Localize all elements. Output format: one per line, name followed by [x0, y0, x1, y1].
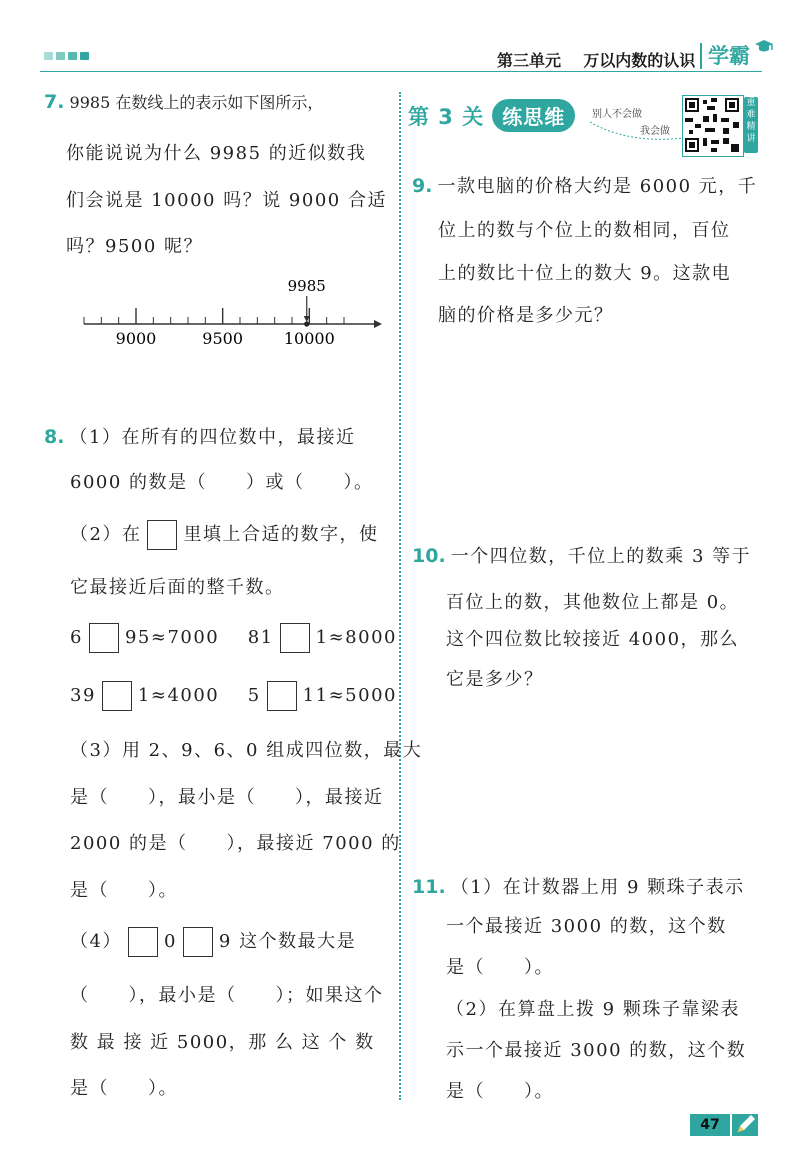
tick-label: 10000	[283, 329, 335, 348]
question-text: 脑的价格是多少元？	[438, 305, 614, 326]
header-square	[44, 52, 53, 60]
question-text: 9985 在数线上的表示如下图所示，	[69, 93, 324, 112]
question-text: 0	[163, 931, 177, 952]
question-text: （1）在计数器上用 9 颗珠子表示	[450, 877, 745, 898]
header-square	[80, 52, 89, 60]
question-text: 它是多少？	[446, 669, 544, 690]
answer-box[interactable]	[280, 623, 310, 653]
answer-box[interactable]	[267, 681, 297, 711]
qr-code-icon	[683, 96, 741, 154]
tick-label: 9000	[115, 329, 157, 348]
question-text: （ ），最小是（ ）；如果这个	[70, 985, 384, 1006]
question-text: 你能说说为什么 9985 的近似数我	[66, 143, 367, 164]
question-text: （1）在所有的四位数中，最接近	[69, 427, 356, 448]
answer-box[interactable]	[89, 623, 119, 653]
question-text: 上的数比十位上的数大 9。这款电	[438, 263, 732, 284]
question-text: 6000 的数是（ ）或（ ）。	[70, 472, 374, 493]
number-line	[78, 276, 388, 356]
stage-badge: 练思维	[492, 99, 575, 132]
graduation-cap-icon	[754, 39, 774, 55]
question-number: 9.	[412, 175, 433, 197]
answer-box[interactable]	[128, 927, 158, 957]
qr-side-label: 重难精讲	[744, 97, 758, 153]
question-number: 11.	[412, 876, 446, 898]
pencil-icon	[732, 1110, 760, 1138]
answer-box[interactable]	[102, 681, 132, 711]
question-text: 一款电脑的价格大约是 6000 元，千	[437, 176, 758, 197]
slogan-line: 别人不会做	[592, 109, 642, 120]
question-text: 们会说是 10000 吗？说 9000 合适	[66, 190, 387, 211]
question-text: 它最接近后面的整千数。	[70, 577, 285, 598]
header-rule	[40, 71, 762, 72]
question-text: 是（ ）。	[70, 880, 178, 901]
header-square	[68, 52, 77, 60]
equation-text: 1≈8000	[315, 627, 397, 648]
equation-text: 5	[247, 685, 261, 706]
number-line-arrow	[374, 320, 382, 328]
slogan-line: 我会做	[640, 126, 670, 137]
question-text: 数 最 接 近 5000，那 么 这 个 数	[70, 1032, 375, 1053]
question-text: （3）用 2、9、6、0 组成四位数，最大	[70, 740, 423, 761]
equation-text: 1≈4000	[137, 685, 220, 706]
column-divider	[399, 92, 401, 1100]
stage-label: 第 3 关	[408, 104, 485, 129]
stage-header	[408, 99, 575, 132]
question-text: 是（ ），最小是（ ），最接近	[70, 787, 384, 808]
question-text: （2）在算盘上拨 9 颗珠子靠梁表	[446, 999, 740, 1020]
marker-point	[304, 321, 309, 326]
question-text: 示一个最接近 3000 的数，这个数	[446, 1040, 747, 1061]
question-text: （4）	[70, 931, 122, 952]
equation-text: 11≈5000	[302, 685, 397, 706]
header-decoration	[44, 52, 89, 60]
marker-label: 9985	[287, 277, 326, 295]
unit-title: 第三单元 万以内数的认识	[497, 51, 696, 70]
page-number: 47	[690, 1114, 730, 1136]
question-text: 2000 的是（ ），最接近 7000 的	[70, 833, 401, 854]
header-square	[56, 52, 65, 60]
question-number: 8.	[44, 426, 65, 448]
equation-text: 39	[70, 685, 96, 706]
slogan-curve	[588, 118, 688, 148]
question-number: 7.	[44, 91, 65, 113]
answer-box[interactable]	[147, 520, 177, 550]
qr-code[interactable]	[682, 95, 744, 157]
brand-logo	[700, 43, 750, 69]
question-text: 这个四位数比较接近 4000，那么	[446, 629, 740, 650]
question-text: 百位上的数，其他数位上都是 0。	[446, 592, 740, 613]
question-text: 位上的数与个位上的数相同，百位	[438, 220, 731, 241]
question-text: 一个四位数，千位上的数乘 3 等于	[450, 546, 752, 567]
question-text: （2）在	[70, 524, 142, 545]
tick-label: 9500	[202, 329, 244, 348]
equation-text: 81	[247, 627, 274, 648]
question-text: 里填上合适的数字，使	[183, 524, 379, 545]
question-text: 9 这个数最大是	[218, 931, 357, 952]
question-text: 吗？9500 呢？	[66, 236, 204, 257]
question-text: 是（ ）。	[446, 957, 554, 978]
question-number: 10.	[412, 545, 446, 567]
brand-text: 学霸	[708, 44, 750, 68]
question-text: 一个最接近 3000 的数，这个数	[446, 916, 727, 937]
question-text: 是（ ）。	[446, 1081, 554, 1102]
question-text: 是（ ）。	[70, 1078, 178, 1099]
equation-text: 6	[70, 627, 83, 648]
answer-box[interactable]	[183, 927, 213, 957]
equation-text: 95≈7000	[124, 627, 220, 648]
